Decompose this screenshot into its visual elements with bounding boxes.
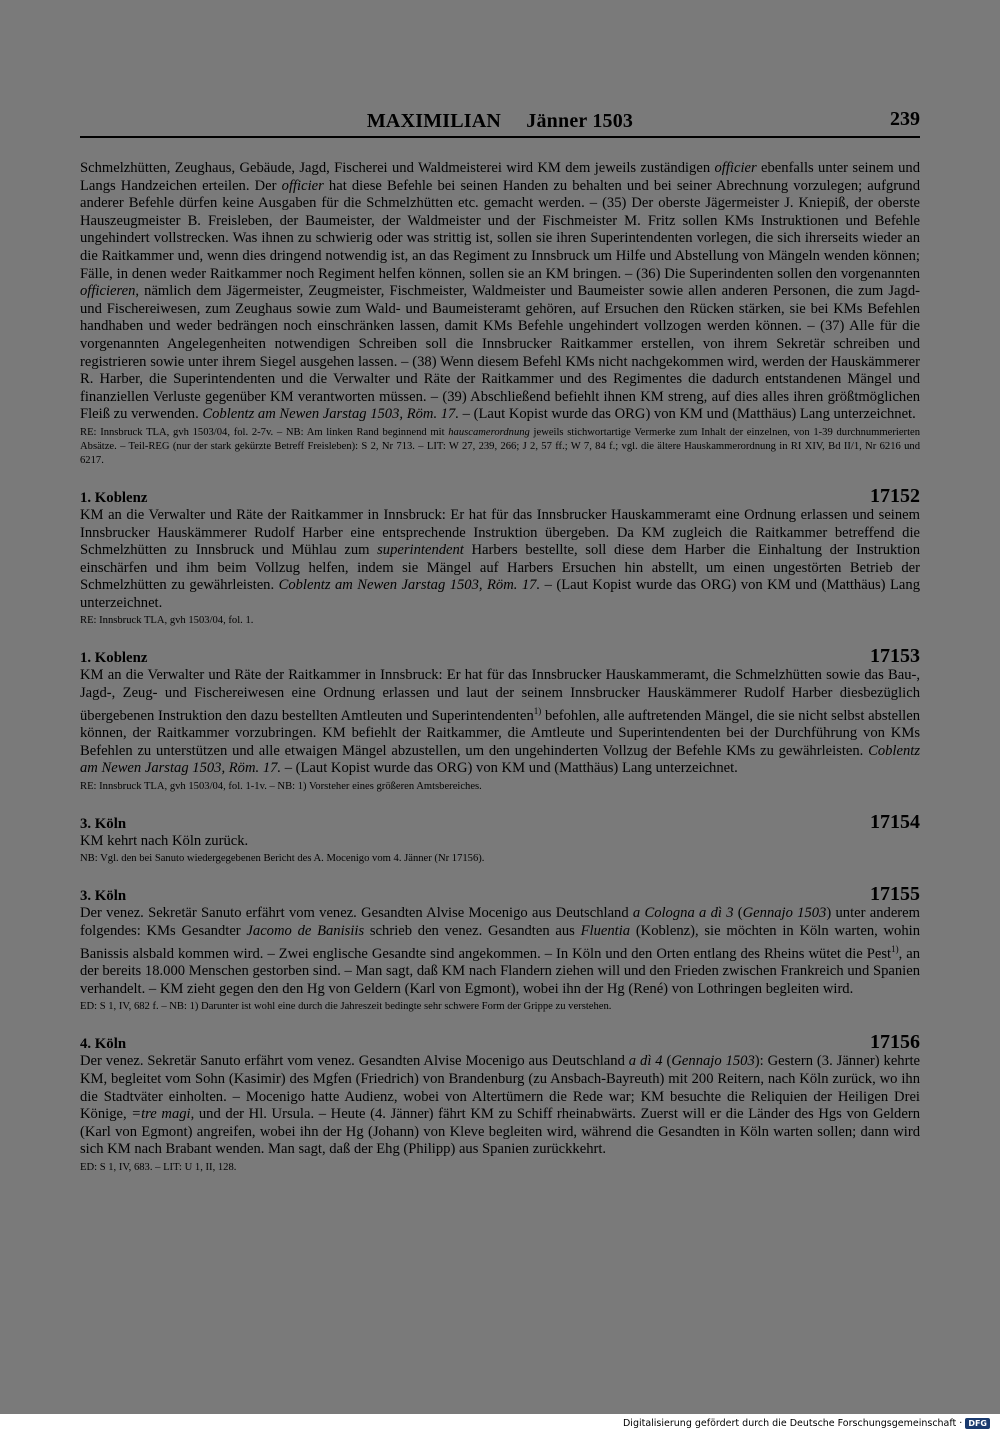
regest-entry <box>80 1032 920 1175</box>
entry-body: Der venez. Sekretär Sanuto erfährt vom venez. Gesandten Alvise Mocenigo aus Deutschland a Cologna a dì 3 (Gennajo 1503) unter anderem folgendes: KMs Gesandter Jacomo de Banisiis schrieb den venez. Gesandten aus Fluentia (Koblenz), sie möchten in Köln warten, wohin Banissis alsbald kommen wird. – Zwei englische Gesandte sind angekommen. – In Köln und den Orten entlang des Rheins wütet die Pest$^{1)}$, an der bereits 18.000 Menschen gestorben sind. – Man sagt, daß KM nach Flandern ziehen will und den Frieden zwischen Frankreich und Spanien verhandelt. – KM zieht gegen den den Hg von Geldern (Karl von Egmont), wobei ihn der Hg (René) von Lothringen begleiten wird. <box>80 905 921 997</box>
regest-entry <box>80 884 920 1014</box>
entry-date-place: 1. Koblenz <box>80 650 148 667</box>
entry-source-note: RE: Innsbruck TLA, gvh 1503/04, fol. 1. <box>80 615 254 627</box>
entry-source-note: RE: Innsbruck TLA, gvh 1503/04, fol. 1-1v. – NB: 1) Vorsteher eines größeren Amtsbereiches. <box>80 780 482 792</box>
dfg-logo: DFG <box>965 1418 990 1429</box>
entry-heading <box>80 486 920 507</box>
entry-date-place: 4. Köln <box>80 1036 127 1053</box>
entry-number: 17156 <box>870 1031 920 1054</box>
funding-credit: Digitalisierung gefördert durch die Deutsche Forschungsgemeinschaft <box>622 1418 957 1429</box>
entry-heading <box>80 1032 920 1053</box>
page-footer: Digitalisierung gefördert durch die Deutsche Forschungsgemeinschaft · DFG <box>623 1418 990 1429</box>
entry-date-place: 1. Koblenz <box>80 489 148 506</box>
regest-entry <box>80 486 920 629</box>
running-title-name: MAXIMILIAN <box>366 110 502 132</box>
entry-number: 17153 <box>870 645 920 668</box>
entry-list <box>80 486 920 1175</box>
entry-date-place: 3. Köln <box>80 888 127 905</box>
entry-heading <box>80 646 920 667</box>
entry-body: KM an die Verwalter und Räte der Raitkammer in Innsbruck: Er hat für das Innsbrucker Hauskammeramt, die Schmelzhütten sowie das Bau-, Jagd-, Zeug- und Fischereiwesen eine Ordnung erlassen und laut der seinem Innsbrucker Hauskämmerer Rudolf Harber diesbezüglich übergebenen Instruktion den dazu bestellten Amtleuten und Superintendenten$^{1)}$ befohlen, alle auftretenden Mängel, die sie nicht selbst abstellen können, der Raitkammer vorzubringen. KM befiehlt der Raitkammer, die Amtleute und Superintendenten bei der Durchführung von KMs Befehlen zu unterstützen und alle etwaigen Mängel abzustellen, um den ungehinderten Vollzug der Befehle KMs zu gewährleisten. Coblentz am Newen Jarstag 1503, Röm. 17. – (Laut Kopist wurde das ORG) von KM und (Matthäus) Lang unterzeichnet. <box>80 667 920 777</box>
entry-heading <box>80 812 920 833</box>
entry-body: KM kehrt nach Köln zurück. <box>80 832 249 849</box>
entry-body: KM an die Verwalter und Räte der Raitkammer in Innsbruck: Er hat für das Innsbrucker Hauskammeramt eine Ordnung erlassen und seinem Innsbrucker Hauskämmerer Rudolf Harber eine entsprechende Instruktion übergeben. Da KM zugleich die Raitkammer betreffend die Schmelzhütten zu Innsbruck und Mühlau zum superintendent Harbers bestellte, soll diese dem Harber die Einhaltung der Instruktion einschärfen und ihm beim Vollzug helfen, indem sie Mängel auf Harbers Ersuchen hin abstellt, um einen ungestörten Betrieb der Schmelzhütten zu gewährleisten. Coblentz am Newen Jarstag 1503, Röm. 17. – (Laut Kopist wurde das ORG) von KM und (Matthäus) Lang unterzeichnet. <box>80 506 920 611</box>
entry-source-note: RE: Innsbruck TLA, gvh 1503/04, fol. 2-7v. – NB: Am linken Rand beginnend mit hauscamerordnung jeweils stichwortartige Vermerke zum Inhalt der einzelnen, von 1-39 durchnummerierten Absätze. – Teil-REG (nur der stark gekürzte Betreff Freisleben): S 2, Nr 713. – LIT: W 27, 239, 266; J 2, 57 ff.; W 7, 84 f.; vgl. die ältere Hauskammerordnung in RI XIV, Bd II/1, Nr 6216 und 6217. <box>80 426 921 466</box>
entry-date-place: 3. Köln <box>80 815 127 832</box>
running-title-month: Jänner 1503 <box>526 110 634 132</box>
page-number: 239 <box>890 108 920 130</box>
running-title <box>80 110 920 133</box>
entry-body: Der venez. Sekretär Sanuto erfährt vom venez. Gesandten Alvise Mocenigo aus Deutschland a dì 4 (Gennajo 1503): Gestern (3. Jänner) kehrte KM, begleitet vom Sohn (Kasimir) des Mgfen (Friedrich) von Brandenburg (zu Ansbach-Bayreuth) mit 200 Reitern, nach Köln zurück, wo ihn die Stadtväter einholten. – Mocenigo hatte Audienz, wobei von Altertümern die Rede war; KM besuchte die Reliquien der Heiligen Drei Könige, =tre magi, und der Hl. Ursula. – Heute (4. Jänner) fährt KM zu Schiff rheinabwärts. Zuerst will er die Länder des Hgs von Geldern (Karl von Egmont) angreifen, wobei ihn der Hg (Johann) von Kleve begleiten wird, während die Gesandten in Köln warten sollen; dann wird sich KM nach Brabant wenden. Man sagt, daß der Ehg (Philipp) aus Spanien zurückkehrt. <box>80 1053 920 1158</box>
entry-heading <box>80 884 920 905</box>
entry-source-note: ED: S 1, IV, 683. – LIT: U 1, II, 128. <box>80 1161 237 1173</box>
header-rule <box>80 136 920 138</box>
entry-source-note: NB: Vgl. den bei Sanuto wiedergegebenen Bericht des A. Mocenigo vom 4. Jänner (Nr 17156). <box>80 853 485 865</box>
regest-entry <box>80 646 920 793</box>
entry-number: 17154 <box>870 810 920 833</box>
continued-entry <box>80 160 920 468</box>
regest-entry <box>80 812 920 867</box>
entry-source-note: ED: S 1, IV, 682 f. – NB: 1) Darunter ist wohl eine durch die Jahreszeit bedingte sehr schwere Form der Grippe zu verstehen. <box>80 1001 612 1013</box>
page-content <box>80 160 920 1175</box>
entry-number: 17152 <box>870 484 920 507</box>
entry-number: 17155 <box>870 883 920 906</box>
entry-body: Schmelzhütten, Zeughaus, Gebäude, Jagd, Fischerei und Waldmeisterei wird KM dem jeweils zuständigen officier ebenfalls unter seinem und Langs Handzeichen erteilen. Der officier hat diese Befehle bei seinen Handen zu behalten und bei seiner Abrechnung vorzulegen; aufgrund anderer Befehle dürfen keine Ausgaben für die Schmelzhütten etc. gemacht werden. – (35) Der oberste Jägermeister J. Kniepiß, der oberste Hauszeugmeister B. Freisleben, der Baumeister, der Waldmeister und der Fischmeister M. Fritz sollen KMs Instruktionen und Befehle ungehindert vollstrecken. Was ihnen zu schwierig oder was strittig ist, sollen sie ihren Superintendenten vorlegen, die sich ihrerseits wieder an die Raitkammer und, wenn dies dringend notwendig ist, an das Regiment zu Innsbruck um Hilfe und Abstellung von Mängeln wenden können; Fälle, in denen weder Raitkammer noch Regiment helfen können, sollen sie an KM bringen. – (36) Die Superindenten sollen den vorgenannten officieren, nämlich dem Jägermeister, Zeugmeister, Fischmeister, Waldmeister und Baumeister sowie allen anderen Personen, die zum Jagd- und Fischereiwesen, zum Zeughaus sowie zum Wald- und Baumeisteramt gehören, auf Ersuchen den Rücken stärken, sie bei KMs Befehlen handhaben und weder bedrängen noch einschränken lassen, damit KMs Befehle ungehindert vollzogen werden können. – (37) Alle für die vorgenannten Angelegenheiten notwendigen Schreiben soll die Innsbrucker Raitkammer erstellen, von ihrem Sekretär schreiben und registrieren sowie unter ihrem Siegel ausgehen lassen. – (38) Wenn diesem Befehl KMs nicht nachgekommen wird, werden der Hauskämmerer R. Harber, die Superintendenten und die Verwalter und Räte der Raitkammer und des Regimentes die dadurch entstandenen Mängel und finanziellen Verluste gegenüber KM verantworten müssen. – (39) Abschließend befiehlt ihnen KM streng, auf dies alles ihren größtmöglichen Fleiß zu verwenden. Coblentz am Newen Jarstag 1503, Röm. 17. – (Laut Kopist wurde das ORG) von KM und (Matthäus) Lang unterzeichnet. <box>80 160 920 423</box>
